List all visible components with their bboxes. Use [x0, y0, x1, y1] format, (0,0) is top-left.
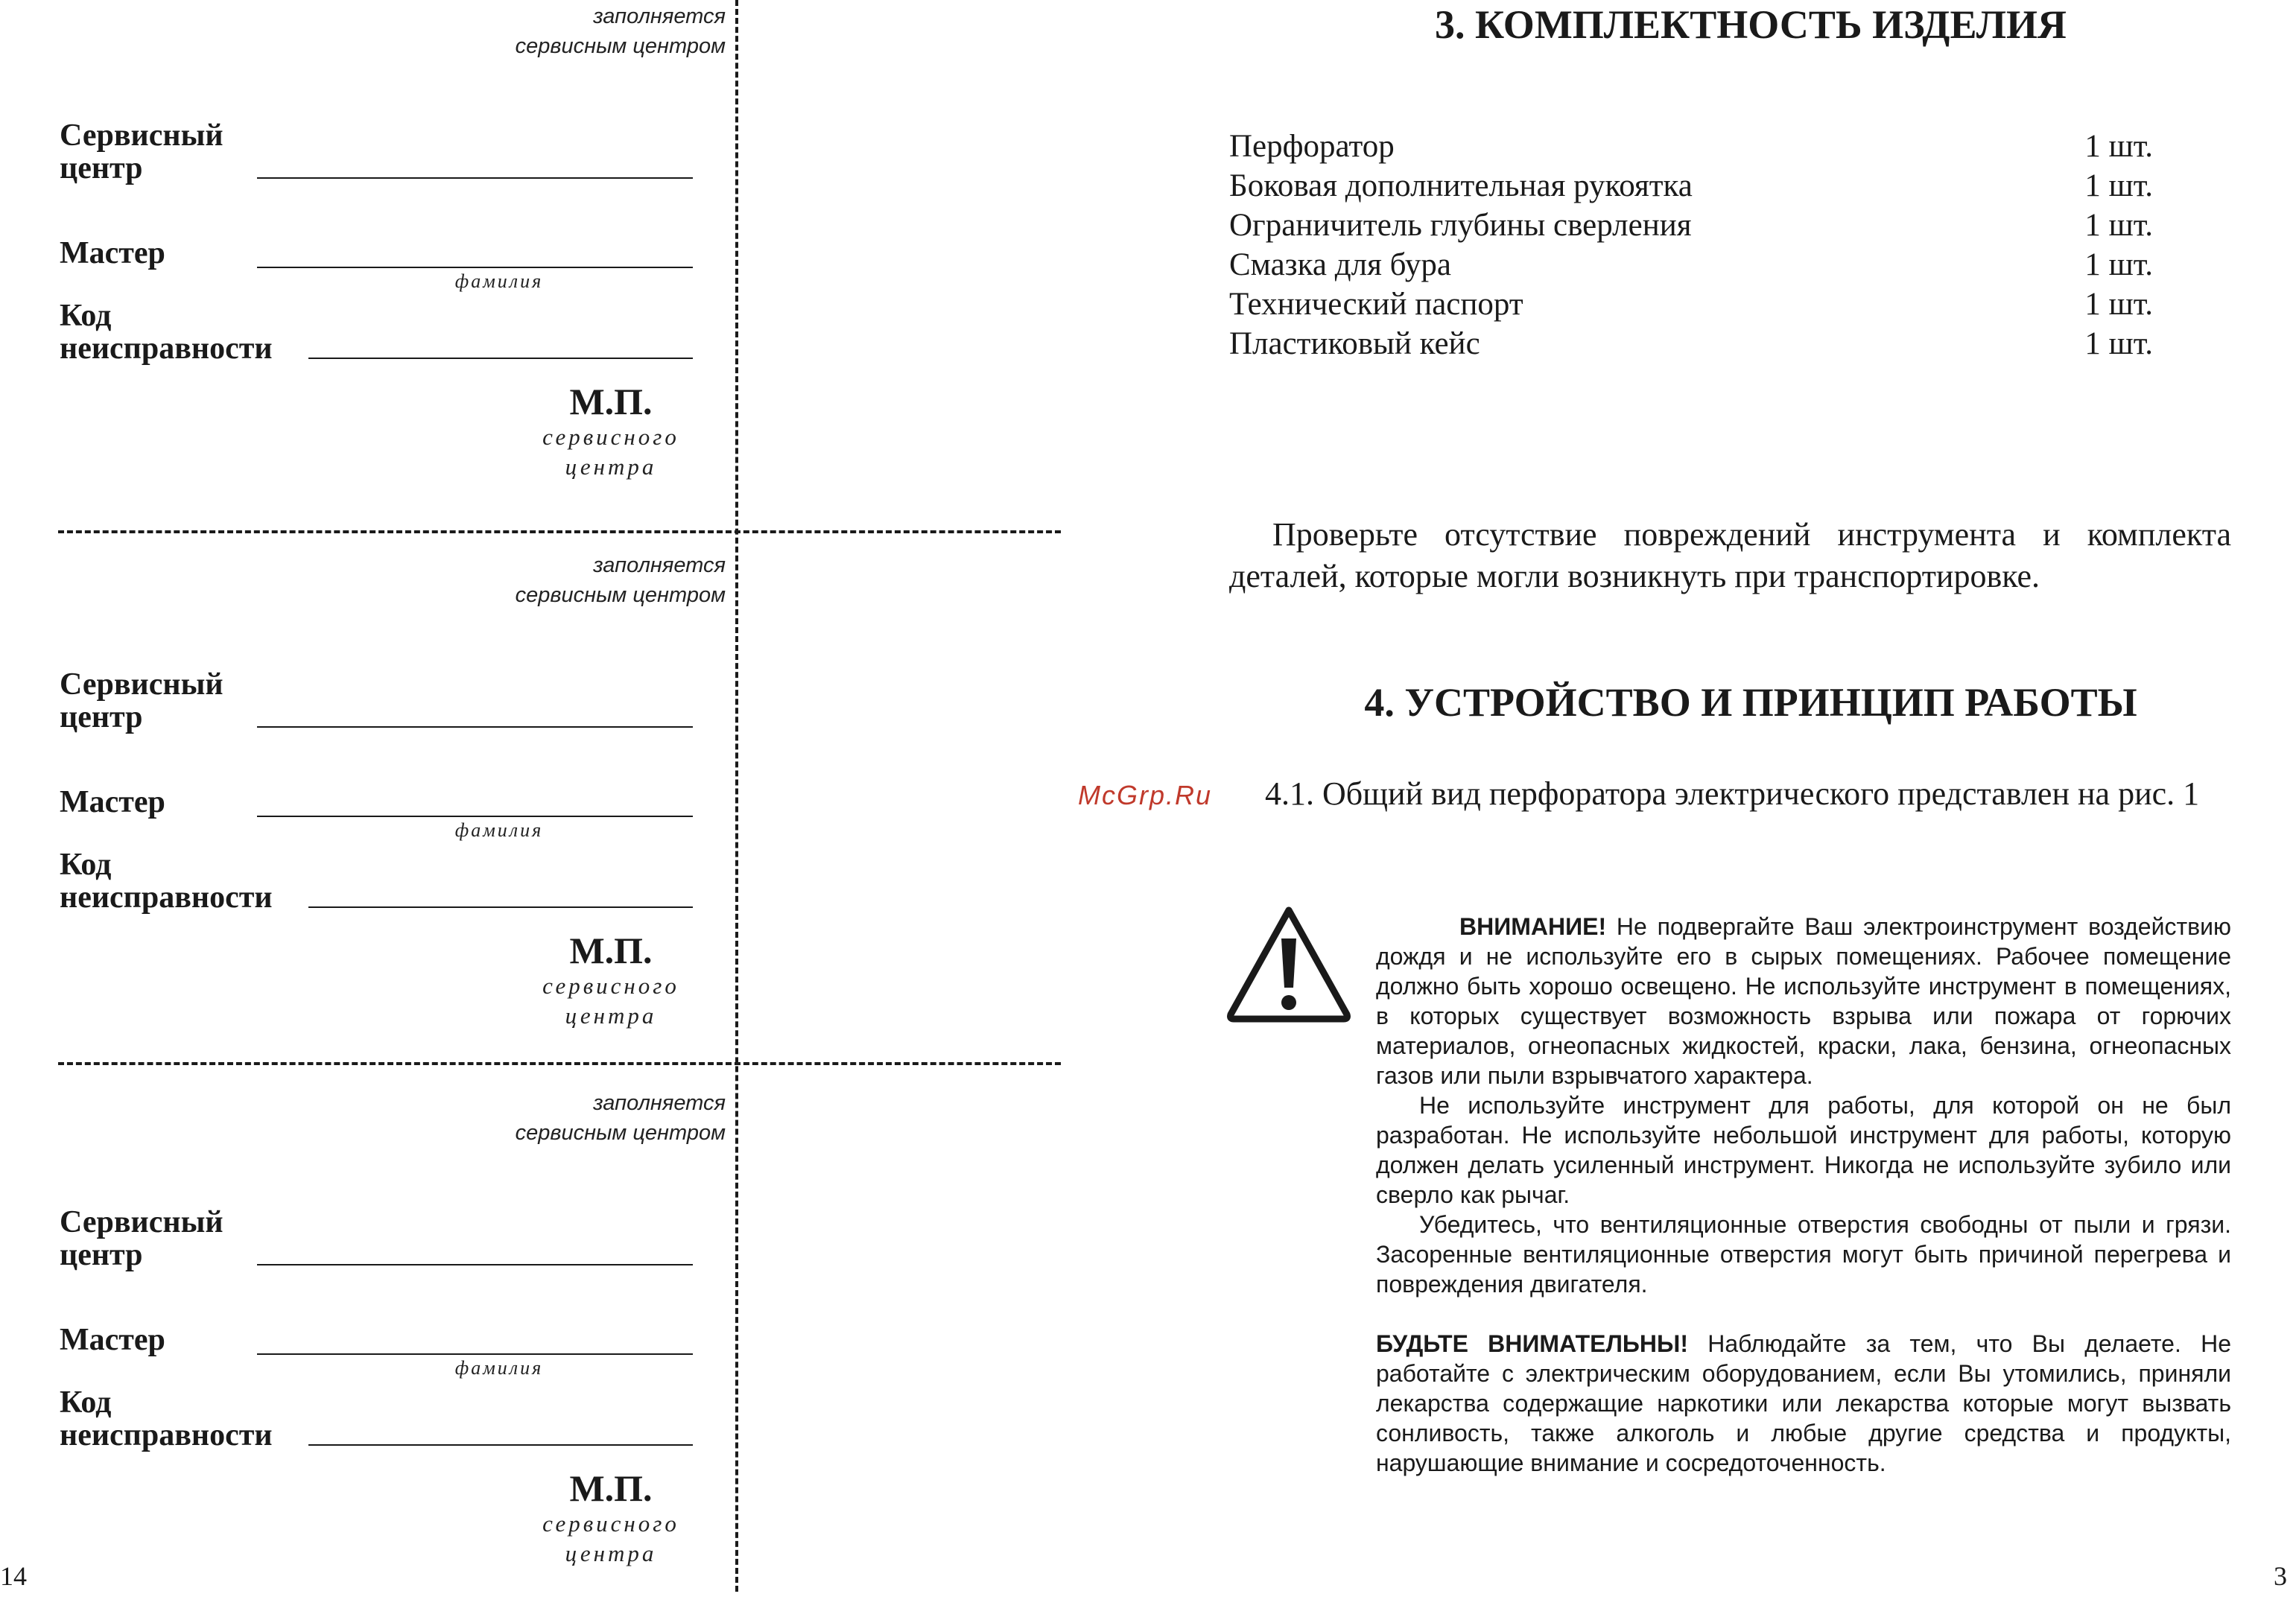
warning-paragraph-2: Не используйте инструмент для работы, для которой он не был разработан. Не используйте небольшой инструмент для работы, которую должен делать усиленный инструмент. Никогда не используйте зубило или сверло как рычаг.	[1376, 1092, 2231, 1208]
service-block-2	[0, 549, 730, 1085]
warning-block	[1376, 912, 2231, 1478]
warning-label: ВНИМАНИЕ!	[1459, 913, 1607, 940]
filled-by-note: заполняется сервисным центром	[515, 553, 726, 607]
attention-label: БУДЬТЕ ВНИМАТЕЛЬНЫ!	[1376, 1330, 1689, 1357]
kit-item-name: Смазка для бура	[1229, 247, 1451, 282]
attention-paragraph: БУДЬТЕ ВНИМАТЕЛЬНЫ! Наблюдайте за тем, что Вы делаете. Не работайте с электрическим оборудованием, если Вы утомились, приняли лекарства содержащие наркотики или лекарства которые могут вызвать сонливость, также алкоголь и любые другие средства и продукты, нарушающие внимание и сосредоточенность.	[1376, 1330, 2232, 1476]
section-3-title: 3. КОМПЛЕКТНОСТЬ ИЗДЕЛИЯ	[1435, 2, 2067, 47]
fault-code-field[interactable]	[308, 358, 693, 359]
master-label: Мастер	[60, 236, 165, 270]
kit-item-name: Ограничитель глубины сверления	[1229, 208, 1692, 243]
fault-code-field[interactable]	[308, 906, 693, 908]
kit-item-name: Технический паспорт	[1229, 287, 1523, 322]
service-center-label: Сервисный центр	[60, 118, 223, 185]
vertical-cut-line	[735, 0, 738, 1592]
master-field[interactable]	[257, 267, 693, 268]
surname-caption: фамилия	[454, 270, 544, 292]
service-center-field[interactable]	[257, 1264, 693, 1265]
kit-item-qty: 1 шт.	[2084, 208, 2153, 243]
service-center-label: Сервисный центр	[60, 1205, 223, 1272]
watermark[interactable]: McGrp.Ru	[1078, 780, 1213, 810]
kit-item-qty: 1 шт.	[2084, 287, 2153, 322]
fault-code-label: Код неисправности	[60, 1385, 273, 1452]
surname-caption: фамилия	[454, 1357, 544, 1379]
kit-item-name: Пластиковый кейс	[1229, 326, 1480, 361]
kit-item-qty: 1 шт.	[2084, 326, 2153, 361]
fault-code-label: Код неисправности	[60, 299, 273, 366]
service-block-1	[0, 0, 730, 536]
kit-item-name: Боковая дополнительная рукоятка	[1229, 168, 1693, 203]
surname-caption: фамилия	[454, 819, 544, 841]
kit-item-qty: 1 шт.	[2084, 168, 2153, 203]
service-center-field[interactable]	[257, 726, 693, 728]
kit-item-name: Перфоратор	[1229, 129, 1395, 164]
warning-triangle-icon	[1222, 901, 1356, 1028]
kit-item	[1229, 285, 2153, 324]
kit-item	[1229, 206, 2153, 245]
kit-item	[1229, 166, 2153, 206]
kit-item	[1229, 127, 2153, 166]
fault-code-field[interactable]	[308, 1444, 693, 1446]
stamp-caption: сервисного центра	[542, 1511, 679, 1566]
master-label: Мастер	[60, 785, 165, 819]
stamp-label: М.П.	[569, 1467, 653, 1509]
stamp-label: М.П.	[569, 930, 653, 971]
warning-paragraph-1: ВНИМАНИЕ! Не подвергайте Ваш электроинструмент воздействию дождя и не используйте его в сырых помещениях. Рабочее помещение должно быть хорошо освещено. Не используйте инструмент в помещениях, в которых существует возможность взрыва или пожара от горючих материалов, огнеопасных жидкостей, краски, лака, бензина, огнеопасных газов или пыли взрывчатого характера.	[1376, 913, 2231, 1089]
filled-by-note: заполняется сервисным центром	[515, 4, 726, 58]
service-center-label: Сервисный центр	[60, 667, 223, 734]
warning-paragraph-3: Убедитесь, что вентиляционные отверстия свободны от пыли и грязи. Засоренные вентиляционные отверстия могут быть причиной перегрева и повреждения двигателя.	[1376, 1211, 2231, 1298]
stamp-label: М.П.	[569, 381, 653, 422]
section-4-title: 4. УСТРОЙСТВО И ПРИНЦИП РАБОТЫ	[1364, 680, 2137, 725]
fault-code-label: Код неисправности	[60, 848, 273, 915]
kit-item-qty: 1 шт.	[2084, 129, 2153, 164]
page-number-left: 14	[0, 1561, 27, 1591]
master-field[interactable]	[257, 1353, 693, 1355]
kit-list	[1229, 127, 2153, 363]
master-field[interactable]	[257, 816, 693, 817]
master-label: Мастер	[60, 1323, 165, 1357]
kit-item-qty: 1 шт.	[2084, 247, 2153, 282]
paragraph-4-1: 4.1. Общий вид перфоратора электрического представлен на рис. 1	[1265, 775, 2200, 812]
service-center-field[interactable]	[257, 177, 693, 179]
service-block-3	[0, 1087, 730, 1623]
filled-by-note: заполняется сервисным центром	[515, 1091, 726, 1145]
stamp-caption: сервисного центра	[542, 424, 679, 480]
kit-item	[1229, 245, 2153, 285]
page-number-right: 3	[2274, 1561, 2287, 1591]
kit-item	[1229, 324, 2153, 363]
check-note: Проверьте отсутствие повреждений инструмента и комплекта деталей, которые могли возникнуть при транспортировке.	[1229, 516, 2231, 594]
stamp-caption: сервисного центра	[542, 973, 679, 1029]
